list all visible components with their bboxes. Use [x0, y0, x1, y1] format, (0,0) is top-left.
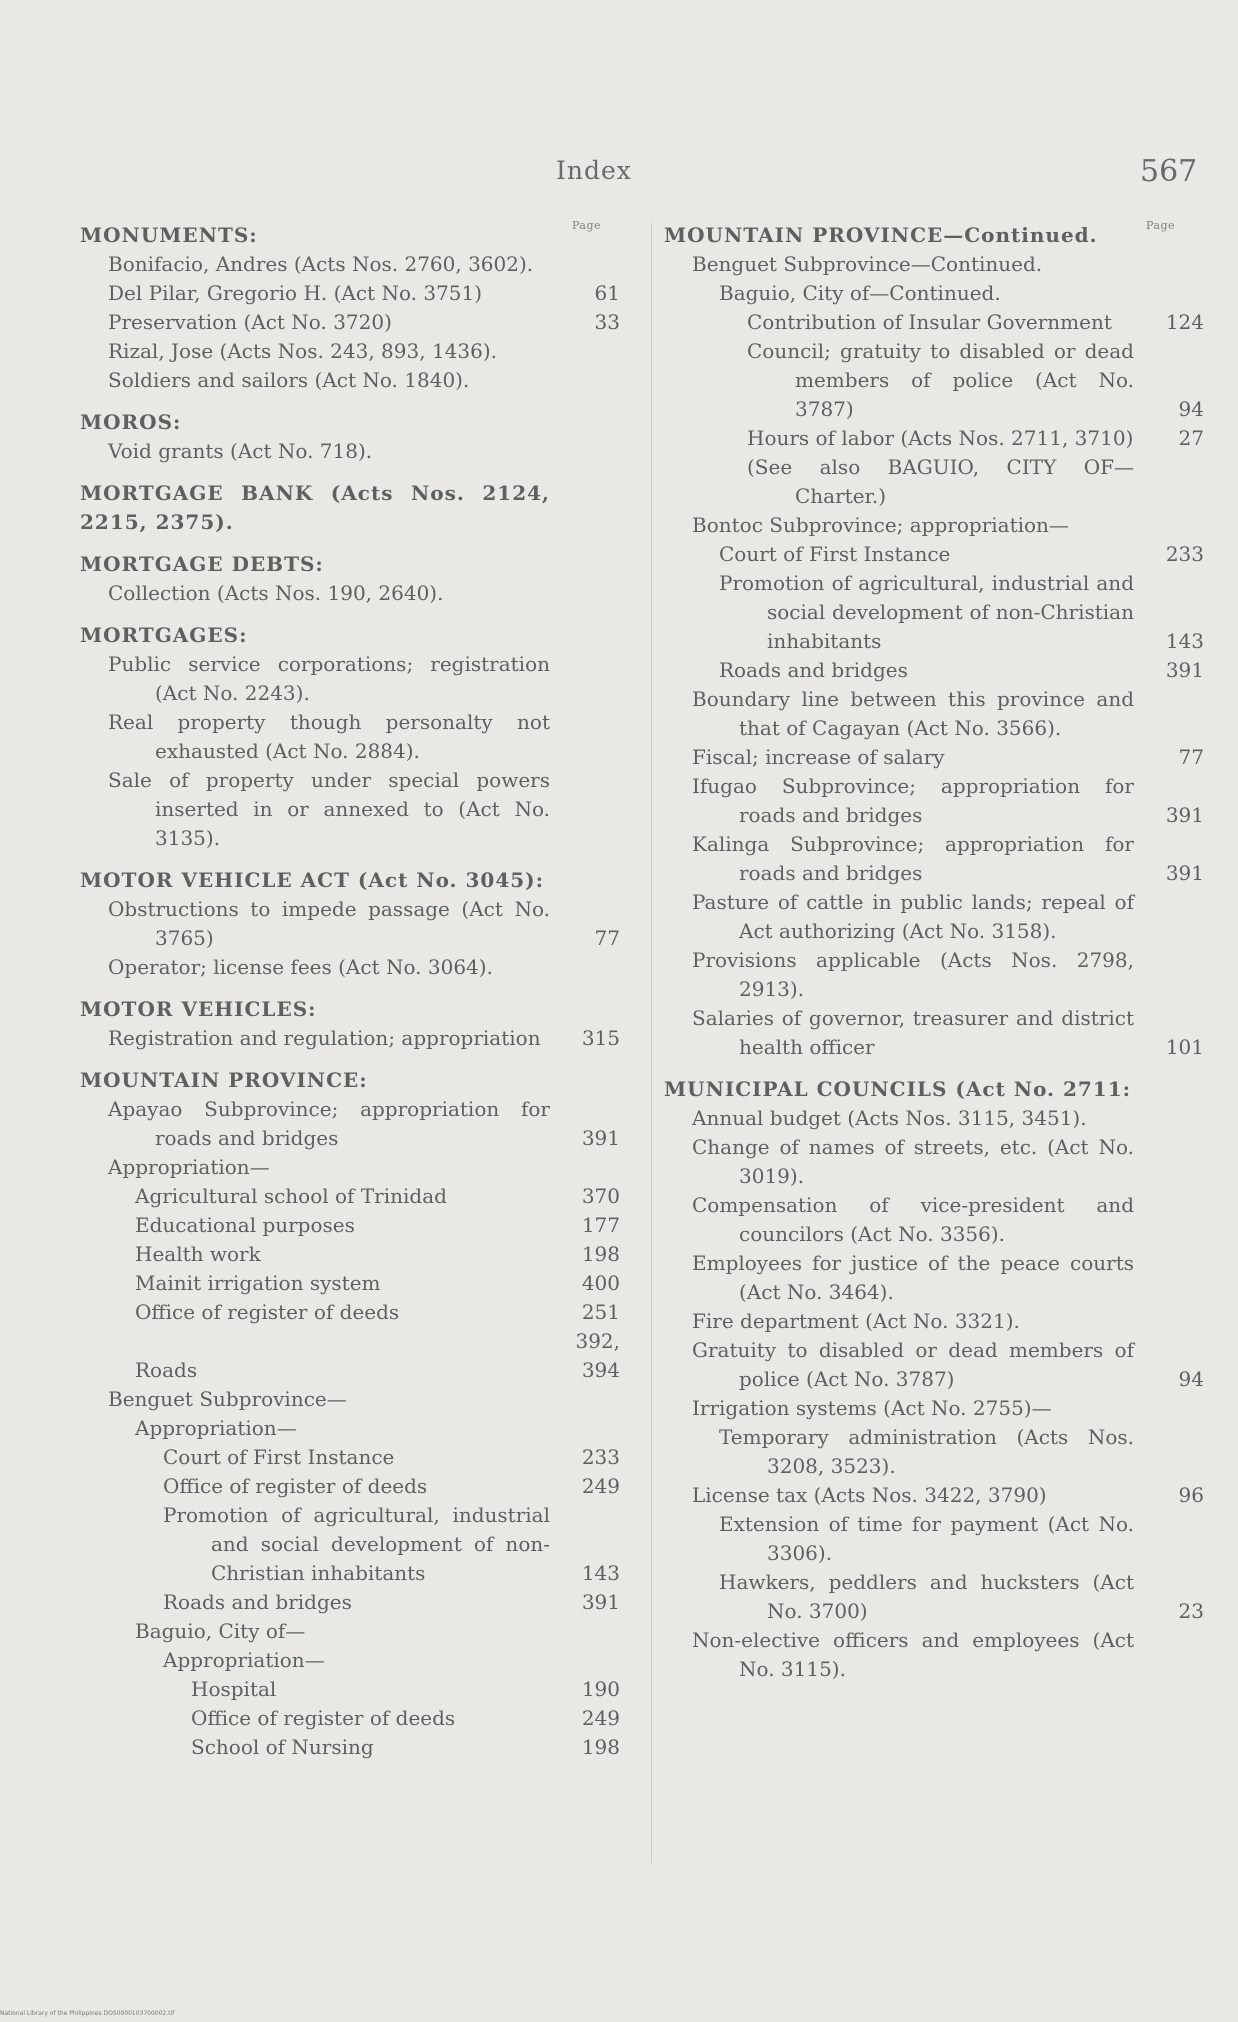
page-reference: 177	[581, 1213, 620, 1237]
index-entry	[664, 685, 1204, 743]
page-column-label: Page	[572, 219, 602, 232]
page-reference: 124	[1165, 310, 1204, 334]
entry-text: Compensation of vice-president and councilors (Act No. 3356).	[692, 1193, 1134, 1246]
entry-text: Void grants (Act No. 718).	[108, 439, 373, 463]
page-reference: 61	[594, 281, 620, 305]
page-reference: 249	[581, 1706, 620, 1730]
entry-text: Salaries of governor, treasurer and district health officer	[692, 1006, 1134, 1059]
entry-text: Sale of property under special powers inserted in or annexed to (Act No. 3135).	[108, 768, 550, 850]
index-entry	[80, 1211, 620, 1240]
page-reference: 143	[581, 1561, 620, 1585]
page-reference: 251	[581, 1300, 620, 1324]
page-column-label: Page	[1146, 219, 1176, 232]
index-heading	[80, 479, 620, 537]
index-heading	[80, 408, 620, 437]
page-reference: 315	[581, 1026, 620, 1050]
index-entry	[664, 1336, 1204, 1394]
page-reference: 77	[1178, 745, 1204, 769]
entry-text: Hours of labor (Acts Nos. 2711, 3710)	[747, 426, 1134, 450]
index-entry	[80, 1588, 620, 1617]
index-entry	[80, 1269, 620, 1298]
index-entry	[80, 766, 620, 853]
index-entry	[80, 1414, 620, 1443]
index-entry	[664, 1104, 1204, 1133]
index-entry	[80, 1024, 620, 1053]
index-entry	[80, 1153, 620, 1182]
page-reference: 233	[581, 1445, 620, 1469]
entry-text: Operator; license fees (Act No. 3064).	[108, 955, 493, 979]
index-entry	[80, 1240, 620, 1269]
index-heading	[664, 221, 1204, 250]
entry-text: Hawkers, peddlers and hucksters (Act No. 3700)	[719, 1570, 1134, 1623]
index-entry	[664, 743, 1204, 772]
index-heading	[664, 1075, 1204, 1104]
entry-text: Court of First Instance	[163, 1445, 395, 1469]
index-entry	[664, 337, 1204, 424]
entry-text: Provisions applicable (Acts Nos. 2798, 2913).	[692, 948, 1134, 1001]
index-entry	[664, 1133, 1204, 1191]
entry-text: Council; gratuity to disabled or dead members of police (Act No. 3787)	[747, 339, 1134, 421]
index-heading	[80, 866, 620, 895]
entry-text: Kalinga Subprovince; appropriation for roads and bridges	[692, 832, 1134, 885]
entry-text: Roads and bridges	[719, 658, 908, 682]
entry-text: School of Nursing	[191, 1735, 374, 1759]
page-reference: 198	[581, 1242, 620, 1266]
index-entry	[80, 1298, 620, 1327]
entry-text: Pasture of cattle in public lands; repeal of Act authorizing (Act No. 3158).	[692, 890, 1134, 943]
index-entry	[80, 953, 620, 982]
running-title: Index	[556, 156, 632, 185]
index-entry	[664, 250, 1204, 279]
entry-text: MOTOR VEHICLES:	[80, 997, 317, 1021]
entry-text: Office of register of deeds	[163, 1474, 428, 1498]
index-entry	[664, 1249, 1204, 1307]
index-column-right	[664, 221, 1204, 1684]
entry-text: Court of First Instance	[719, 542, 951, 566]
entry-text: Roads and bridges	[163, 1590, 352, 1614]
entry-text: Change of names of streets, etc. (Act No. 3019).	[692, 1135, 1134, 1188]
entry-text: Extension of time for payment (Act No. 3306).	[719, 1512, 1134, 1565]
page-reference: 391	[1165, 861, 1204, 885]
index-entry	[664, 1004, 1204, 1062]
index-entry	[80, 1443, 620, 1472]
index-entry	[80, 895, 620, 953]
page-reference: 391	[581, 1126, 620, 1150]
page-reference: 96	[1178, 1483, 1204, 1507]
entry-text: Office of register of deeds	[135, 1300, 400, 1324]
entry-text: Boundary line between this province and that of Cagayan (Act No. 3566).	[692, 687, 1134, 740]
index-heading	[80, 995, 620, 1024]
entry-text: MOROS:	[80, 410, 182, 434]
entry-text: Bontoc Subprovince; appropriation—	[692, 513, 1069, 537]
index-entry	[80, 1733, 620, 1762]
entry-text: Promotion of agricultural, industrial and social development of non-Christian inhabitants	[163, 1503, 550, 1585]
entry-text: Registration and regulation; appropriation	[108, 1026, 541, 1050]
index-entry	[80, 250, 620, 279]
index-entry	[80, 1327, 620, 1385]
index-entry	[664, 772, 1204, 830]
index-entry	[80, 1472, 620, 1501]
page-reference: 400	[581, 1271, 620, 1295]
scan-footer: National Library of the Philippines DOS0000103700002.tif	[0, 2010, 175, 2017]
index-entry	[664, 830, 1204, 888]
page-reference: 391	[1165, 803, 1204, 827]
index-entry	[80, 1675, 620, 1704]
entry-text: Educational purposes	[135, 1213, 355, 1237]
entry-text: (See also BAGUIO, CITY OF—Charter.)	[747, 455, 1134, 508]
page-reference: 392, 394	[575, 1329, 620, 1382]
entry-text: Fiscal; increase of salary	[692, 745, 945, 769]
page-reference: 391	[1165, 658, 1204, 682]
entry-text: Promotion of agricultural, industrial and social development of non-Christian inhabitants	[719, 571, 1134, 653]
entry-text: MOUNTAIN PROVINCE—Continued.	[664, 223, 1098, 247]
index-entry	[664, 569, 1204, 656]
index-entry	[80, 308, 620, 337]
index-heading	[80, 621, 620, 650]
index-entry	[664, 1510, 1204, 1568]
page-reference: 143	[1165, 629, 1204, 653]
index-entry	[664, 888, 1204, 946]
index-entry	[80, 579, 620, 608]
index-entry	[664, 1394, 1204, 1423]
index-heading	[80, 550, 620, 579]
page-reference: 190	[581, 1677, 620, 1701]
page-reference: 77	[594, 926, 620, 950]
entry-text: Agricultural school of Trinidad	[135, 1184, 447, 1208]
index-entry	[664, 1568, 1204, 1626]
index-entry	[664, 308, 1204, 337]
index-entry	[664, 656, 1204, 685]
page-reference: 23	[1178, 1599, 1204, 1623]
entry-text: Hospital	[191, 1677, 277, 1701]
entry-text: Baguio, City of—	[135, 1619, 306, 1643]
entry-text: Employees for justice of the peace courts (Act No. 3464).	[692, 1251, 1134, 1304]
page-reference: 391	[581, 1590, 620, 1614]
page-reference: 33	[594, 310, 620, 334]
index-entry	[664, 1191, 1204, 1249]
page-reference: 101	[1165, 1035, 1204, 1059]
entry-text: Irrigation systems (Act No. 2755)—	[692, 1396, 1052, 1420]
page-reference: 94	[1178, 397, 1204, 421]
entry-text: Rizal, Jose (Acts Nos. 243, 893, 1436).	[108, 339, 498, 363]
entry-text: Fire department (Act No. 3321).	[692, 1309, 1020, 1333]
page-reference: 370	[581, 1184, 620, 1208]
entry-text: MORTGAGE BANK (Acts Nos. 2124, 2215, 2375).	[80, 481, 550, 534]
entry-text: Benguet Subprovince—Continued.	[692, 252, 1043, 276]
index-entry	[80, 437, 620, 466]
entry-text: Appropriation—	[163, 1648, 325, 1672]
entry-text: Bonifacio, Andres (Acts Nos. 2760, 3602).	[108, 252, 534, 276]
page-reference: 27	[1178, 426, 1204, 450]
page-reference: 94	[1178, 1367, 1204, 1391]
entry-text: MUNICIPAL COUNCILS (Act No. 2711:	[664, 1077, 1132, 1101]
entry-text: MORTGAGES:	[80, 623, 248, 647]
index-entry	[80, 1385, 620, 1414]
index-entry	[80, 1501, 620, 1588]
index-heading	[80, 1066, 620, 1095]
page-reference: 233	[1165, 542, 1204, 566]
entry-text: Office of register of deeds	[191, 1706, 456, 1730]
index-entry	[80, 1617, 620, 1646]
index-entry	[664, 540, 1204, 569]
index-entry	[664, 424, 1204, 453]
index-entry	[80, 366, 620, 395]
entry-text: Annual budget (Acts Nos. 3115, 3451).	[692, 1106, 1087, 1130]
index-entry	[80, 708, 620, 766]
entry-text: Gratuity to disabled or dead members of police (Act No. 3787)	[692, 1338, 1134, 1391]
entry-text: Roads	[135, 1358, 198, 1382]
index-entry	[80, 279, 620, 308]
index-entry	[80, 650, 620, 708]
entry-text: Obstructions to impede passage (Act No. 3765)	[108, 897, 550, 950]
entry-text: Soldiers and sailors (Act No. 1840).	[108, 368, 470, 392]
entry-text: Apayao Subprovince; appropriation for roads and bridges	[108, 1097, 550, 1150]
entry-text: Collection (Acts Nos. 190, 2640).	[108, 581, 444, 605]
index-entry	[80, 1095, 620, 1153]
index-entry	[664, 1481, 1204, 1510]
entry-text: Contribution of Insular Government	[747, 310, 1112, 334]
entry-text: Public service corporations; registration (Act No. 2243).	[108, 652, 550, 705]
entry-text: Preservation (Act No. 3720)	[108, 310, 392, 334]
index-entry	[664, 279, 1204, 308]
entry-text: Non-elective officers and employees (Act No. 3115).	[692, 1628, 1134, 1681]
page-reference: 249	[581, 1474, 620, 1498]
index-entry	[80, 1646, 620, 1675]
entry-text: Mainit irrigation system	[135, 1271, 381, 1295]
entry-text: Health work	[135, 1242, 261, 1266]
entry-text: License tax (Acts Nos. 3422, 3790)	[692, 1483, 1047, 1507]
page-number: 567	[1140, 154, 1198, 189]
entry-text: Benguet Subprovince—	[108, 1387, 347, 1411]
column-divider	[651, 223, 652, 1863]
entry-text: MONUMENTS:	[80, 223, 258, 247]
index-heading	[80, 221, 620, 250]
index-entry	[80, 1704, 620, 1733]
entry-text: Appropriation—	[135, 1416, 297, 1440]
entry-text: Temporary administration (Acts Nos. 3208, 3523).	[719, 1425, 1134, 1478]
index-entry	[664, 1307, 1204, 1336]
entry-text: MORTGAGE DEBTS:	[80, 552, 324, 576]
index-entry	[80, 1182, 620, 1211]
entry-text: Ifugao Subprovince; appropriation for roads and bridges	[692, 774, 1134, 827]
index-entry	[664, 453, 1204, 511]
entry-text: Del Pilar, Gregorio H. (Act No. 3751)	[108, 281, 483, 305]
index-entry	[664, 946, 1204, 1004]
entry-text: MOUNTAIN PROVINCE:	[80, 1068, 368, 1092]
index-entry	[664, 1423, 1204, 1481]
index-column-left	[80, 221, 620, 1762]
index-entry	[664, 511, 1204, 540]
entry-text: Real property though personalty not exhausted (Act No. 2884).	[108, 710, 550, 763]
index-entry	[80, 337, 620, 366]
index-entry	[664, 1626, 1204, 1684]
page-reference: 198	[581, 1735, 620, 1759]
entry-text: MOTOR VEHICLE ACT (Act No. 3045):	[80, 868, 544, 892]
entry-text: Appropriation—	[108, 1155, 270, 1179]
entry-text: Baguio, City of—Continued.	[719, 281, 1001, 305]
